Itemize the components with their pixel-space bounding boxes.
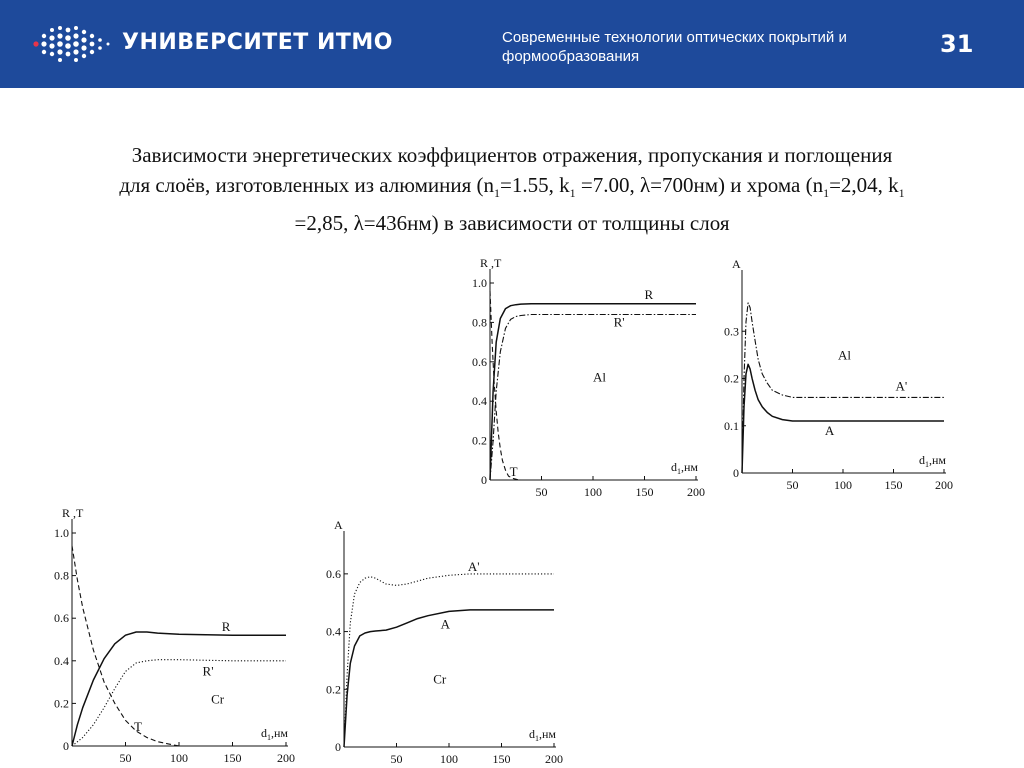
x-tick-label: 150	[492, 752, 511, 766]
series-label-1: A	[824, 423, 835, 439]
x-axis-label: $d_1,нм$	[528, 727, 556, 743]
page-number: 31	[940, 30, 974, 58]
title-sub-n-cr: 1	[823, 186, 830, 201]
y-tick-label: 0	[733, 466, 739, 480]
header-bar	[0, 0, 1024, 88]
x-tick-label: 200	[687, 485, 705, 499]
x-tick-label: 200	[935, 478, 953, 492]
x-tick-label: 150	[223, 751, 242, 765]
itmo-dots-logo-icon	[32, 22, 114, 66]
title-line-2-part-b: =1.55, k	[500, 173, 570, 197]
series-line-2	[72, 546, 179, 746]
series-line-0	[742, 303, 944, 473]
chart-cr-reflectance-transmittance	[38, 508, 323, 766]
y-tick-label: 0.4	[472, 394, 487, 409]
series-label-1: R'	[202, 663, 214, 679]
y-tick-label: 0.6	[54, 611, 69, 626]
series-label-2: T	[509, 464, 518, 480]
series-line-1	[742, 364, 944, 473]
x-tick-label: 100	[170, 751, 188, 765]
series-line-0	[344, 574, 554, 747]
y-axis-label: A	[334, 518, 343, 532]
x-tick-label: 50	[786, 478, 799, 492]
y-tick-label: 0	[481, 473, 487, 487]
y-tick-label: 0.2	[54, 696, 69, 711]
y-tick-label: 0.4	[54, 653, 69, 668]
y-axis-label: R ,T	[62, 506, 84, 520]
title-sub-k-cr: 1	[898, 186, 905, 201]
x-tick-label: 150	[884, 478, 903, 492]
x-tick-label: 100	[834, 478, 852, 492]
slide-title	[20, 140, 1004, 238]
series-label-1: A	[440, 616, 450, 632]
title-line-2	[20, 170, 1004, 208]
y-tick-label: 1.0	[54, 526, 69, 540]
title-line-3: =2,85, λ=436нм) в зависимости от толщины слоя	[294, 211, 730, 236]
x-tick-label: 200	[545, 752, 563, 766]
series-line-1	[72, 660, 286, 746]
series-line-1	[490, 315, 696, 481]
material-label: Cr	[433, 671, 447, 687]
material-label: Al	[593, 369, 606, 385]
header-subtitle: Современные технологии оптических покрытий и формообразования	[502, 29, 847, 65]
series-label-0: A'	[467, 558, 480, 574]
series-line-0	[490, 304, 696, 480]
x-axis-label: $d_1,нм$	[670, 460, 698, 476]
series-label-0: R	[221, 618, 231, 634]
chart-al-reflectance-transmittance	[460, 255, 720, 499]
y-tick-label: 0.8	[472, 315, 487, 330]
chart-cr-absorptance	[308, 518, 583, 766]
chart-al-absorptance	[722, 258, 982, 498]
x-tick-label: 50	[390, 752, 403, 766]
title-sub-k-al: 1	[569, 186, 576, 201]
x-tick-label: 200	[277, 751, 295, 765]
y-axis-label: R ,T	[480, 256, 502, 270]
y-tick-label: 0.6	[472, 354, 487, 369]
title-line-2-part-a: для слоёв, изготовленных из алюминия (n	[119, 173, 495, 197]
y-tick-label: 0.2	[472, 433, 487, 448]
y-tick-label: 0.8	[54, 568, 69, 583]
x-axis-label: $d_1,нм$	[918, 453, 946, 469]
series-label-2: T	[134, 719, 143, 735]
series-label-0: R	[644, 286, 654, 302]
title-line-2-part-d: =2,04, k	[829, 173, 899, 197]
brand-name: УНИВЕРСИТЕТ ИТМО	[122, 30, 393, 55]
x-axis-label: $d_1,нм$	[260, 726, 288, 742]
material-label: Cr	[211, 691, 225, 707]
title-line-2-part-c: =7.00, λ=700нм) и хрома (n	[575, 173, 824, 197]
x-tick-label: 100	[440, 752, 458, 766]
y-tick-label: 0.4	[326, 624, 341, 639]
y-axis-label: A	[732, 257, 741, 271]
y-tick-label: 0.2	[724, 371, 739, 386]
series-line-2	[490, 291, 521, 480]
series-label-0: A'	[895, 378, 908, 394]
y-tick-label: 0.1	[724, 418, 739, 433]
y-tick-label: 0	[63, 739, 69, 753]
series-label-1: R'	[613, 314, 625, 330]
x-tick-label: 50	[119, 751, 132, 765]
x-tick-label: 50	[535, 485, 548, 499]
y-tick-label: 1.0	[472, 276, 487, 290]
title-sub-n-al: 1	[494, 186, 501, 201]
y-tick-label: 0	[335, 740, 341, 754]
y-tick-label: 0.3	[724, 324, 739, 339]
y-tick-label: 0.2	[326, 682, 341, 697]
y-tick-label: 0.6	[326, 566, 341, 581]
x-tick-label: 150	[635, 485, 654, 499]
series-line-0	[72, 632, 286, 746]
material-label: Al	[837, 347, 851, 363]
title-line-1: Зависимости энергетических коэффициентов отражения, пропускания и поглощения	[131, 143, 893, 167]
x-tick-label: 100	[584, 485, 602, 499]
